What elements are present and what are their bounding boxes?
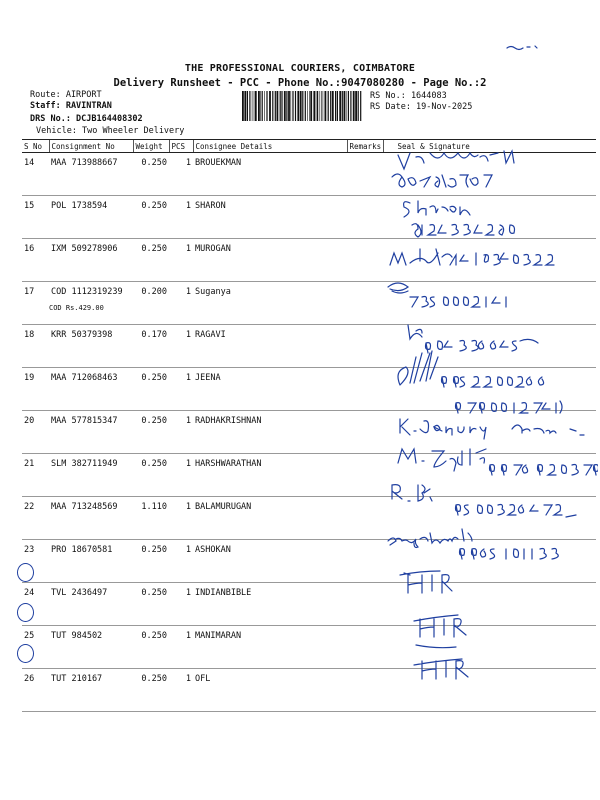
barcode-bar — [266, 91, 267, 121]
cell-pcs-text: 1 — [185, 588, 191, 598]
barcode-bar — [281, 91, 282, 121]
cell-sno-text: 20 — [24, 416, 35, 426]
barcode-bar — [297, 91, 299, 121]
cell-sno — [22, 411, 49, 454]
cell-weight-text: 0.250 — [141, 158, 167, 168]
signature-row-26 — [414, 659, 468, 679]
barcode-bar — [302, 91, 303, 121]
cell-sno-text: 16 — [24, 244, 35, 254]
cell-weight — [133, 239, 169, 282]
cell-consignment-no — [49, 196, 133, 239]
cell-sno — [22, 325, 49, 368]
barcode-bar — [280, 91, 281, 121]
cell-pcs-text: 1 — [185, 287, 191, 297]
cell-pcs — [169, 669, 193, 712]
barcode-bar — [328, 91, 329, 121]
cell-sno-text: 21 — [24, 459, 35, 469]
cell-weight-text: 0.250 — [141, 201, 167, 211]
barcode-bar — [313, 91, 315, 121]
cell-sno — [22, 196, 49, 239]
cell-weight — [133, 153, 169, 196]
col-header-consignment: Consignment No — [49, 140, 133, 153]
cell-consignee — [193, 497, 347, 540]
cell-pcs-text: 1 — [185, 373, 191, 383]
cell-consignment-no-text: MAA 712068463 — [51, 373, 118, 383]
cell-weight-text: 0.250 — [141, 631, 167, 641]
cell-consignee — [193, 239, 347, 282]
company-title: THE PROFESSIONAL COURIERS, COIMBATORE — [184, 63, 416, 74]
barcode-bar — [254, 91, 255, 121]
pen-circle-mark — [17, 644, 34, 663]
cell-consignment-no-text: IXM 509278906 — [51, 244, 118, 254]
signature-row-17 — [388, 283, 506, 307]
signature-row-25 — [414, 615, 466, 648]
cell-consignment-no-text: TUT 210167 — [51, 674, 103, 684]
cell-pcs — [169, 583, 193, 626]
barcode-bar — [330, 91, 331, 121]
signature-row-16 — [390, 249, 554, 265]
cell-weight-text: 0.250 — [141, 545, 167, 555]
barcode-bar — [355, 91, 357, 121]
cell-consignee-text: BROUEKMAN — [195, 158, 242, 168]
cell-remarks — [347, 282, 383, 325]
cell-weight — [133, 325, 169, 368]
barcode-bar — [269, 91, 271, 121]
barcode-bar — [275, 91, 276, 121]
cell-sno-text: 26 — [24, 674, 35, 684]
cell-pcs-text: 1 — [185, 244, 191, 254]
cell-consignee-text: MUROGAN — [195, 244, 231, 254]
col-header-sno: S No — [22, 140, 49, 153]
cell-consignee-text: BALAMURUGAN — [195, 502, 252, 512]
cell-consignee — [193, 626, 347, 669]
cell-sno — [22, 368, 49, 411]
cell-consignment-no-text: COD 1112319239 — [51, 287, 123, 297]
cell-consignment-no — [49, 282, 133, 325]
cell-remarks — [347, 540, 383, 583]
cell-consignee-text: RADHAKRISHNAN — [195, 416, 262, 426]
barcode-bar — [335, 91, 336, 121]
signature-row-22 — [392, 485, 576, 517]
cell-pcs-text: 1 — [185, 545, 191, 555]
barcode-bar — [286, 91, 287, 121]
barcode-bar — [348, 91, 349, 121]
cell-sno — [22, 153, 49, 196]
barcode-bar — [309, 91, 310, 121]
barcode — [242, 91, 364, 121]
staff-label: Staff: RAVINTRAN — [30, 101, 112, 111]
cell-pcs — [169, 239, 193, 282]
cell-pcs-text: 1 — [185, 330, 191, 340]
barcode-bar — [342, 91, 343, 121]
barcode-bar — [325, 91, 327, 121]
barcode-bar — [247, 91, 248, 121]
cell-consignment-no — [49, 583, 133, 626]
cell-consignment-no-text: MAA 713248569 — [51, 502, 118, 512]
barcode-bar — [337, 91, 338, 121]
cell-consignee-text: INDIANBIBLE — [195, 588, 252, 598]
cell-consignment-no — [49, 669, 133, 712]
runsheet-subtitle: Delivery Runsheet - PCC - Phone No.:9047080280 - Page No.:2 — [113, 77, 487, 89]
cell-consignment-no — [49, 540, 133, 583]
cell-consignment-no — [49, 497, 133, 540]
barcode-bar — [305, 91, 306, 121]
cell-pcs — [169, 153, 193, 196]
cell-pcs-text: 1 — [185, 674, 191, 684]
barcode-bar — [258, 91, 260, 121]
cell-weight-text: 0.250 — [141, 244, 167, 254]
cell-consignment-no-text: MAA 577815347 — [51, 416, 118, 426]
cell-weight — [133, 368, 169, 411]
barcode-bar — [252, 91, 253, 121]
barcode-bar — [292, 91, 293, 121]
barcode-bar — [339, 91, 341, 121]
cell-pcs — [169, 282, 193, 325]
cell-sno-text: 25 — [24, 631, 35, 641]
cell-pcs — [169, 454, 193, 497]
col-header-remarks: Remarks — [347, 140, 383, 153]
barcode-bar — [264, 91, 265, 121]
cell-pcs — [169, 368, 193, 411]
cell-pcs-text: 1 — [185, 201, 191, 211]
barcode-bar — [307, 91, 308, 121]
cell-consignment-no — [49, 454, 133, 497]
cell-weight-text: 0.170 — [141, 330, 167, 340]
cell-consignment-no — [49, 153, 133, 196]
barcode-bar — [262, 91, 263, 121]
cell-consignment-no-text: TVL 2436497 — [51, 588, 108, 598]
signature-row-21 — [398, 449, 598, 475]
pen-circle-mark — [17, 603, 34, 622]
col-header-pcs: PCS — [169, 140, 193, 153]
cell-consignee-text: ASHOKAN — [195, 545, 231, 555]
cell-weight — [133, 540, 169, 583]
cell-consignment-no — [49, 411, 133, 454]
cell-remarks — [347, 325, 383, 368]
barcode-bar — [255, 91, 257, 121]
cell-weight-text: 0.250 — [141, 416, 167, 426]
cell-sno — [22, 669, 49, 712]
cell-remarks — [347, 626, 383, 669]
cell-consignee-text: JEENA — [195, 373, 221, 383]
col-header-consignee: Consignee Details — [193, 140, 347, 153]
cell-weight — [133, 626, 169, 669]
barcode-bar — [300, 91, 302, 121]
cell-weight — [133, 454, 169, 497]
cell-consignment-no-text: PRO 18670581 — [51, 545, 113, 555]
cell-remarks — [347, 497, 383, 540]
pen-scribble-mark — [505, 42, 545, 52]
cell-sno-text: 19 — [24, 373, 35, 383]
cell-weight-text: 0.250 — [141, 459, 167, 469]
cell-weight — [133, 282, 169, 325]
signature-row-20 — [400, 401, 584, 439]
cell-consignee — [193, 368, 347, 411]
cell-consignee-text: Suganya — [195, 287, 231, 297]
cell-remarks — [347, 368, 383, 411]
cell-consignee-text: RAGAVI — [195, 330, 226, 340]
cod-amount: COD Rs.429.00 — [49, 304, 104, 312]
signature-row-19 — [398, 351, 544, 387]
cell-sno — [22, 454, 49, 497]
cell-pcs — [169, 497, 193, 540]
barcode-bar — [249, 91, 250, 121]
signature-row-14 — [392, 151, 514, 187]
cell-weight-text: 0.250 — [141, 373, 167, 383]
cell-weight-text: 0.250 — [141, 674, 167, 684]
barcode-bar — [288, 91, 290, 121]
col-header-weight: Weight — [133, 140, 169, 153]
barcode-bar — [350, 91, 351, 121]
cell-weight-text: 1.110 — [141, 502, 167, 512]
cell-consignment-no — [49, 239, 133, 282]
cell-consignee — [193, 669, 347, 712]
cell-remarks — [347, 583, 383, 626]
barcode-bar — [242, 91, 244, 121]
cell-consignee — [193, 282, 347, 325]
cell-remarks — [347, 411, 383, 454]
cell-sno — [22, 282, 49, 325]
barcode-bar — [291, 91, 292, 121]
barcode-bar — [344, 91, 346, 121]
cell-consignee-text: HARSHWARATHAN — [195, 459, 262, 469]
cell-sno-text: 17 — [24, 287, 35, 297]
cell-remarks — [347, 454, 383, 497]
barcode-bar — [272, 91, 273, 121]
cell-sno-text: 18 — [24, 330, 35, 340]
cell-sno — [22, 239, 49, 282]
barcode-bar — [317, 91, 318, 121]
barcode-bar — [360, 91, 361, 121]
cell-sno-text: 22 — [24, 502, 35, 512]
cell-consignee — [193, 196, 347, 239]
signature-row-23 — [388, 529, 558, 559]
cell-consignment-no — [49, 626, 133, 669]
cell-consignee — [193, 540, 347, 583]
drs-number: DRS No.: DCJB164408302 — [30, 114, 143, 124]
barcode-bar — [277, 91, 279, 121]
cell-pcs — [169, 411, 193, 454]
cell-sno-text: 15 — [24, 201, 35, 211]
cell-consignment-no-text: TUT 984502 — [51, 631, 103, 641]
rs-number: RS No.: 1644083 — [370, 91, 447, 101]
cell-consignment-no-text: POL 1738594 — [51, 201, 108, 211]
barcode-bar — [267, 91, 268, 121]
rs-date: RS Date: 19-Nov-2025 — [370, 102, 473, 112]
cell-consignee-text: SHARON — [195, 201, 226, 211]
cell-sno-text: 23 — [24, 545, 35, 555]
cell-consignee — [193, 325, 347, 368]
cell-weight — [133, 497, 169, 540]
signature-row-24 — [400, 571, 452, 593]
cell-weight — [133, 583, 169, 626]
cell-sno-text: 14 — [24, 158, 35, 168]
cell-pcs — [169, 540, 193, 583]
cell-pcs — [169, 626, 193, 669]
cell-consignment-no-text: KRR 50379398 — [51, 330, 113, 340]
cell-consignment-no — [49, 368, 133, 411]
cell-remarks — [347, 669, 383, 712]
barcode-bar — [332, 91, 334, 121]
cell-consignment-no-text: MAA 713988667 — [51, 158, 118, 168]
pen-circle-mark — [17, 563, 34, 582]
cell-consignee-text: OFL — [195, 674, 211, 684]
route-label: Route: AIRPORT — [30, 90, 102, 100]
cell-consignee — [193, 454, 347, 497]
barcode-bar — [316, 91, 317, 121]
barcode-bar — [295, 91, 296, 121]
barcode-bar — [323, 91, 324, 121]
cell-pcs-text: 1 — [185, 459, 191, 469]
cell-weight-text: 0.250 — [141, 588, 167, 598]
barcode-bar — [358, 91, 359, 121]
cell-weight-text: 0.200 — [141, 287, 167, 297]
cell-sno-text: 24 — [24, 588, 35, 598]
cell-consignment-no — [49, 325, 133, 368]
cell-consignee-text: MANIMARAN — [195, 631, 242, 641]
vehicle-label: Vehicle: Two Wheeler Delivery — [36, 126, 185, 136]
barcode-bar — [284, 91, 286, 121]
cell-remarks — [347, 239, 383, 282]
cell-consignee — [193, 411, 347, 454]
col-header-signature: Seal & Signature — [383, 140, 596, 153]
barcode-bar — [310, 91, 312, 121]
barcode-bar — [260, 91, 261, 121]
cell-consignee — [193, 153, 347, 196]
barcode-bar — [346, 91, 347, 121]
cell-weight — [133, 196, 169, 239]
cell-pcs — [169, 325, 193, 368]
barcode-bar — [320, 91, 321, 121]
cell-pcs-text: 1 — [185, 416, 191, 426]
barcode-bar — [321, 91, 322, 121]
cell-remarks — [347, 153, 383, 196]
cell-pcs-text: 1 — [185, 502, 191, 512]
signature-overlay — [380, 145, 598, 690]
cell-pcs-text: 1 — [185, 631, 191, 641]
cell-pcs-text: 1 — [185, 158, 191, 168]
cell-consignee — [193, 583, 347, 626]
cell-consignment-no-text: SLM 382711949 — [51, 459, 118, 469]
cell-weight — [133, 669, 169, 712]
cell-remarks — [347, 196, 383, 239]
cell-weight — [133, 411, 169, 454]
signature-row-18 — [408, 325, 538, 353]
cell-pcs — [169, 196, 193, 239]
barcode-bar — [244, 91, 246, 121]
cell-sno — [22, 497, 49, 540]
barcode-bar — [353, 91, 355, 121]
signature-row-15 — [404, 201, 515, 237]
